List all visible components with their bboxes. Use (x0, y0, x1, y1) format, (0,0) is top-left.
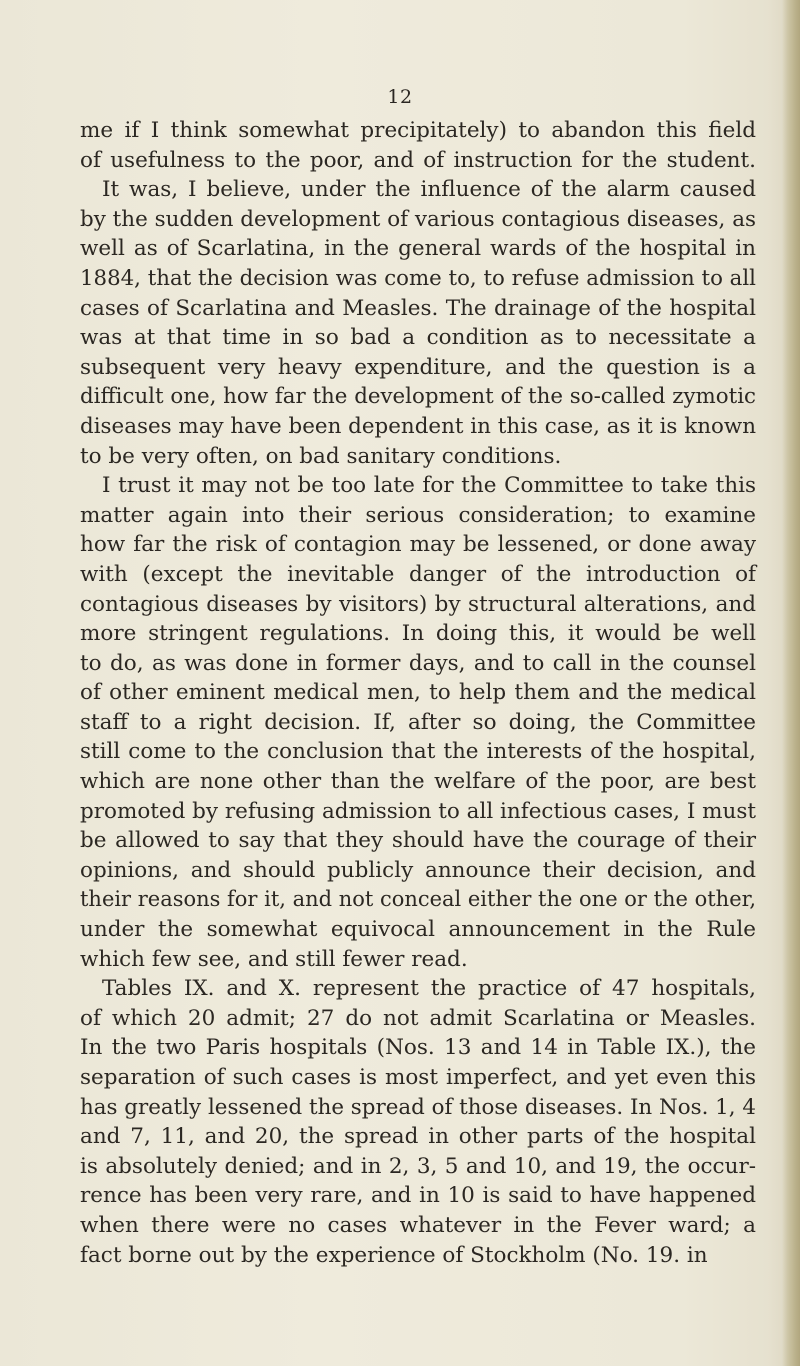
text-line: has greatly lessened the spread of those diseases. In Nos. 1, 4 (80, 1094, 756, 1120)
text-line: separation of such cases is most imperfect, and yet even this (80, 1065, 756, 1090)
text-line: and 7, 11, and 20, the spread in other parts of the hospital (80, 1124, 756, 1150)
text-line: 1884, that the decision was come to, to refuse admission to all (80, 265, 756, 291)
text-line: is absolutely denied; and in 2, 3, 5 and 10, and 19, the occur- (80, 1153, 756, 1179)
text-line: staff to a right decision. If, after so doing, the Committee (80, 709, 756, 735)
text-line: contagious diseases by visitors) by structural alterations, and (80, 591, 756, 617)
text-line: how far the risk of contagion may be lessened, or done away (80, 532, 756, 558)
text-line: of other eminent medical men, to help them and the medical (80, 680, 756, 706)
text-line: promoted by refusing admission to all infectious cases, I must (80, 798, 756, 824)
text-line: their reasons for it, and not conceal either the one or the other, (80, 887, 756, 913)
text-line: when there were no cases whatever in the Fever ward; a (80, 1212, 756, 1238)
text-line: under the somewhat equivocal announcement in the Rule (80, 917, 756, 943)
text-line: with (except the inevitable danger of the introduction of (80, 561, 756, 587)
text-line: be allowed to say that they should have the courage of their (80, 828, 756, 854)
body-text (80, 116, 756, 1270)
text-line: more stringent regulations. In doing this, it would be well (80, 621, 756, 647)
text-line: Tables IX. and X. represent the practice of 47 hospitals, (102, 976, 756, 1002)
text-line: by the sudden development of various contagious diseases, as (80, 206, 756, 232)
text-line: of which 20 admit; 27 do not admit Scarlatina or Measles. (80, 1005, 756, 1031)
text-line: difficult one, how far the development of the so-called zymotic (80, 384, 756, 410)
text-line: which are none other than the welfare of the poor, are best (80, 769, 756, 795)
text-line: fact borne out by the experience of Stockholm (No. 19. in (80, 1242, 708, 1268)
text-line: of usefulness to the poor, and of instruction for the student. (80, 147, 756, 173)
text-line: was at that time in so bad a condition as to necessitate a (80, 325, 756, 351)
text-line: well as of Scarlatina, in the general wards of the hospital in (80, 236, 756, 262)
text-line: I trust it may not be too late for the Committee to take this (102, 473, 756, 499)
text-line: to be very often, on bad sanitary conditions. (80, 443, 562, 469)
text-line: to do, as was done in former days, and to call in the counsel (80, 650, 756, 676)
page-number: 12 (387, 86, 413, 108)
text-line: rence has been very rare, and in 10 is said to have happened (80, 1183, 756, 1209)
text-line: cases of Scarlatina and Measles. The drainage of the hospital (80, 295, 756, 321)
text-line: opinions, and should publicly announce their decision, and (80, 857, 756, 883)
text-line: It was, I believe, under the influence of the alarm caused (102, 177, 756, 203)
text-line: which few see, and still fewer read. (80, 946, 468, 972)
text-line: diseases may have been dependent in this case, as it is known (80, 413, 756, 439)
text-line: subsequent very heavy expenditure, and the question is a (80, 354, 756, 380)
text-line: me if I think somewhat precipitately) to abandon this field (80, 118, 756, 143)
text-line: In the two Paris hospitals (Nos. 13 and 14 in Table IX.), the (80, 1035, 756, 1061)
text-line: still come to the conclusion that the interests of the hospital, (80, 739, 756, 765)
page-edge-shadow (782, 0, 800, 1366)
text-line: matter again into their serious consideration; to examine (80, 502, 756, 528)
